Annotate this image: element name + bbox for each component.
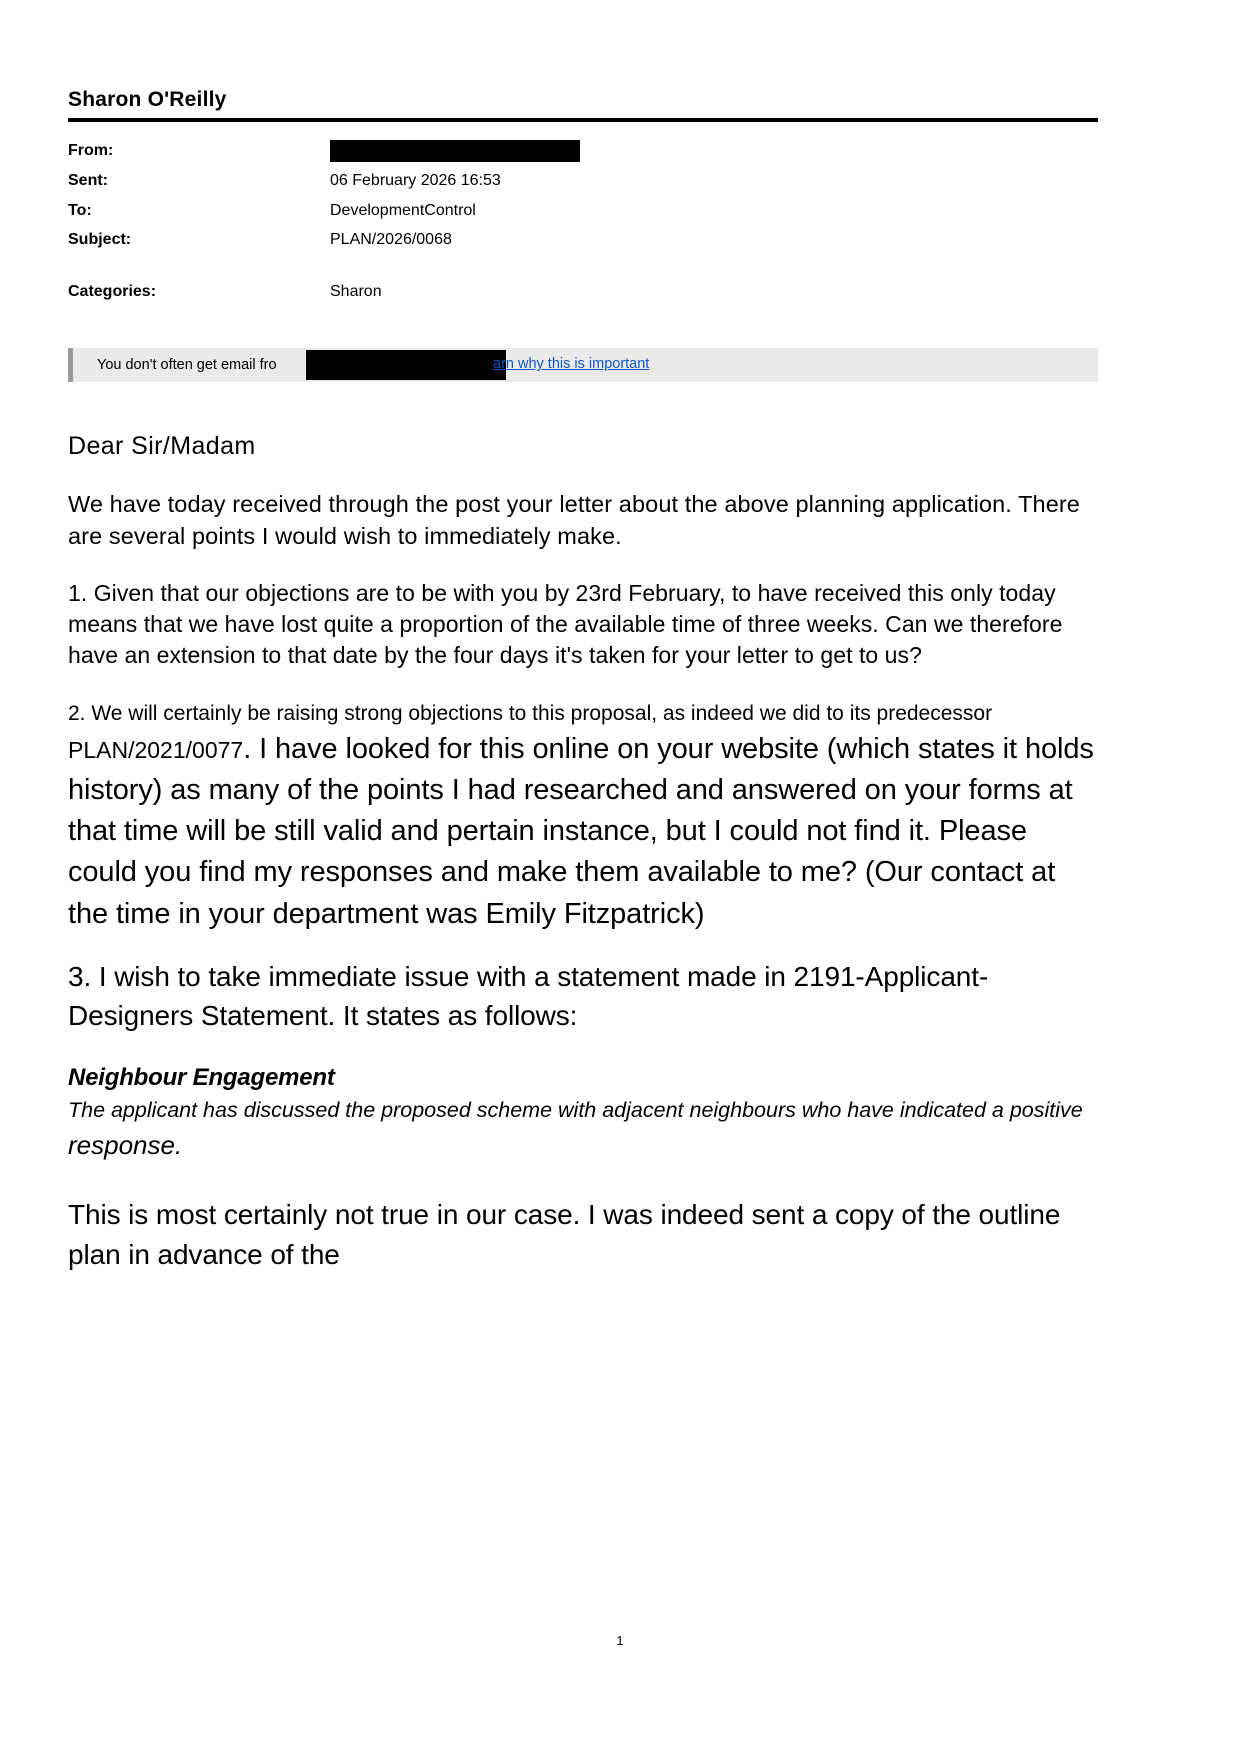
header-value-subject: PLAN/2026/0068 <box>330 231 452 249</box>
header-label-to: To: <box>68 201 92 219</box>
header-value-from <box>330 140 580 170</box>
header-row-from <box>68 140 580 170</box>
document-owner-name: Sharon O'Reilly <box>68 88 227 111</box>
point-2-intro: 2. We will certainly be raising strong objections to this proposal, as indeed we did to its predecessor <box>68 702 993 726</box>
redaction-block-from <box>330 140 580 162</box>
quote-text-main: The applicant has discussed the proposed scheme with adjacent neighbours who have indicated a positive <box>68 1098 1083 1123</box>
body-final-paragraph: This is most certainly not true in our case. I was indeed sent a copy of the outline plan in advance of the <box>68 1199 1061 1271</box>
email-header-table <box>68 140 580 310</box>
quote-heading: Neighbour Engagement <box>68 1064 335 1092</box>
email-body <box>68 432 1098 1275</box>
header-row-to <box>68 200 580 230</box>
header-label-from: From: <box>68 142 114 159</box>
point-2-reference: PLAN/2021/0077 <box>68 736 244 763</box>
banner-learn-more-link[interactable]: arn why this is important <box>493 356 650 373</box>
page-number: 1 <box>616 1633 624 1648</box>
quote-text <box>68 1094 1098 1165</box>
header-label-subject: Subject: <box>68 231 132 249</box>
header-label-categories: Categories: <box>68 282 157 300</box>
header-value-sent: 06 February 2026 16:53 <box>330 172 501 189</box>
header-value-to: DevelopmentControl <box>330 201 476 219</box>
header-value-categories: Sharon <box>330 282 382 300</box>
banner-text: You don't often get email fro <box>97 357 277 374</box>
header-spacer-row <box>68 259 580 281</box>
body-point-3: 3. I wish to take immediate issue with a statement made in 2191-Applicant-Designers Statement. It states as follows: <box>68 960 989 1032</box>
external-sender-banner <box>68 348 1098 382</box>
body-lead-paragraph: We have today received through the post your letter about the above planning application. There are several points I would wish to immediately make. <box>68 491 1080 549</box>
header-row-subject <box>68 229 580 259</box>
quote-text-emphasis: response. <box>68 1130 183 1161</box>
header-divider <box>68 118 1098 122</box>
header-row-sent <box>68 170 580 200</box>
body-point-2 <box>68 699 1098 935</box>
point-2-continuation: . I have looked for this online on your website (which states it holds history) as many of the points I had researched and answered on your forms at that time will be still valid and pertain instance, but I could not find it. Please could you find my responses and make them available to me? (Our contact at the time in your department was Emily Fitzpatrick) <box>68 732 1094 930</box>
body-greeting: Dear Sir/Madam <box>68 432 256 461</box>
body-point-1: 1. Given that our objections are to be with you by 23rd February, to have received this only today means that we have lost quite a proportion of the available time of three weeks. Can we therefore have an extension to that date by the four days it's taken for your letter to get to us? <box>68 579 1063 668</box>
header-row-categories <box>68 281 580 311</box>
document-content <box>68 88 1098 1275</box>
redaction-block-banner <box>306 350 506 380</box>
header-label-sent: Sent: <box>68 172 108 189</box>
